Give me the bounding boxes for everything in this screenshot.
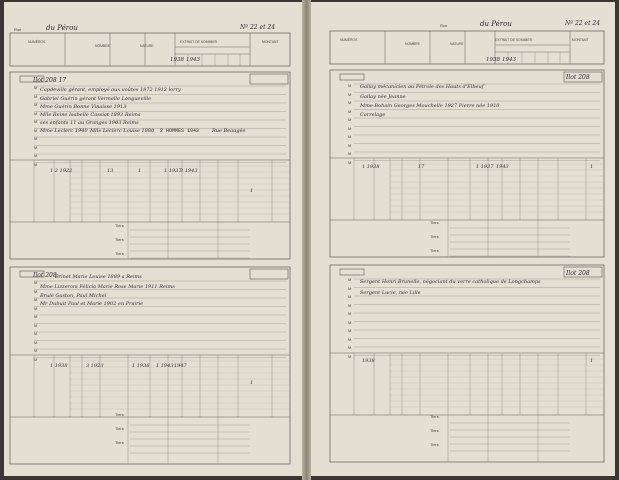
left-r1-entry-9: Rue Beaugée [212,128,246,134]
left-street-label: Rue [14,27,22,32]
line-letter: M [348,345,352,350]
right-r2-footer-2: Tiers [430,428,439,433]
line-letter: M [348,91,352,97]
left-col-header-4: EXTRAIT DE SOMMIER [180,40,218,44]
line-letter: M [348,142,352,148]
right-number-label: Nº 22 et 24 [565,20,601,27]
line-letter: M [34,85,38,90]
left-col-header-3: NATURE [140,44,154,48]
left-r2-footer-2: Tiers [115,426,124,431]
right-r2-footer-1: Tiers [430,414,439,419]
line-letter: M [34,305,38,311]
frame-rect [250,269,288,279]
line-letter: M [348,83,352,88]
line-letter: M [348,108,352,114]
left-r2-footer-3: Tiers [115,440,124,445]
left-number-label: Nº 22 et 24 [240,24,276,31]
right-r1-grid-1: 1 1938 [362,164,380,170]
left-r2-footer-1: Tiers [115,412,124,417]
line-letter: M [34,331,38,336]
line-letter: M [34,127,38,133]
left-r2-grid-1: 1 1938 [50,363,68,369]
line-letter: M [34,288,38,294]
right-r2-grid-2: 1 [590,358,594,364]
right-col-header-1: NUMÉROS [340,38,358,42]
line-letter: M [348,100,352,105]
line-letter: M [348,125,352,131]
frame-rect [340,269,364,275]
line-letter: M [34,297,38,302]
line-letter: M [348,117,352,122]
left-r2-grid-6: 1 [250,380,254,386]
line-letter: M [348,159,352,165]
right-r2-grid-1: 1938 [362,358,375,364]
line-letter: M [34,144,38,150]
line-letter: M [348,151,352,156]
line-letter: M [34,102,38,107]
right-col-header-3: NATURE [450,42,464,46]
line-letter: M [34,339,38,345]
right-r1-footer-2: Tiers [430,234,439,239]
left-r1-entry-5: ses enfants 11 au Granges 1903 Reims [40,120,139,126]
line-letter: M [348,353,352,359]
left-r2-grid-2: 3 1923 [86,363,104,369]
line-letter: M [348,319,352,325]
right-record-2-label: Ilot 208 [566,270,590,277]
right-record-1-label: Ilot 208 [566,74,590,81]
line-letter: M [348,294,352,299]
line-letter: M [348,328,352,333]
left-r1-entry-7: Mlle Leclerc Louise 1880 [90,128,155,134]
left-r1-entry-4: Mlle Reine Isabelle Cassiat 1893 Reims [40,112,141,118]
left-r1-entry-1: Capdeville gérant, employé aux voûtes 1872 1912 lorry [40,87,181,93]
line-letter: M [348,302,352,308]
right-col-header-5: MONTANT [572,38,589,42]
frame-rect [10,33,290,66]
right-street-label: Rue [440,23,448,28]
left-r1-entry-6: Mme Leclerc 1940 [40,128,88,134]
right-r2-footer-3: Tiers [430,442,439,447]
right-r1-entry-4: Carrelage [360,112,386,118]
left-r2-grid-5: 1947 [174,363,187,369]
left-year-box-2: 1943 [186,57,200,63]
left-r1-footer-3: Tiers [115,251,124,256]
left-record-2-label: Ilot 208 [33,272,57,279]
left-r1-grid-6: 1 [250,188,254,194]
right-r1-grid-3: 1 1937 [476,164,494,170]
right-r2-entry-1: Sergent Henri Brunelle, négociant du verre catholique de Longchamps [360,279,541,285]
right-r1-grid-2: 17 [418,164,425,170]
line-letter: M [348,285,352,291]
line-letter: M [34,322,38,328]
line-letter: M [34,314,38,319]
right-year-box-1: 1938 [486,57,500,63]
right-r1-entry-3: Mme Bohain Georges Mouchelle 1927 Pierre née 1910 [360,103,500,109]
frame-rect [340,74,364,80]
line-letter: M [34,356,38,362]
left-r1-grid-3: 1 [138,168,142,174]
line-letter: M [34,119,38,124]
left-r1-footer-2: Tiers [115,237,124,242]
line-letter: M [34,136,38,141]
left-col-header-2: NOMBRE [95,44,110,48]
right-r2-entry-2: Sergent Lucie, née Lille [360,290,421,296]
left-r1-footer-1: Tiers [115,223,124,228]
right-col-header-2: NOMBRE [405,42,420,46]
line-letter: M [34,153,38,158]
right-r1-footer-3: Tiers [430,248,439,253]
line-letter: M [34,93,38,99]
line-letter: M [348,277,352,282]
frame-rect [330,31,604,64]
left-r2-entry-1: Brinet Marie Louise 1889 a Reims [55,274,142,280]
left-r1-grid-2: 13 [107,168,114,174]
line-letter: M [348,336,352,342]
left-r2-entry-2: Mme Lizzeroni Félicia Marie Rose Marie 1911 Reims [40,284,175,290]
right-r1-entry-1: Gallay mécanicien au Pétrole des Hauts d'Elbeuf [360,84,484,90]
left-street-name: du Pérou [46,24,78,32]
right-street-name: du Pérou [480,20,512,28]
left-r1-entry-8: 2 HOMMES 1943 [160,128,200,134]
right-r1-footer-1: Tiers [430,220,439,225]
left-r1-grid-4: 1 1937 [164,168,182,174]
right-r1-entry-2: Gallay née Jeanne [360,94,406,100]
left-r1-grid-1: 1 2 1922 [50,168,73,174]
left-r1-entry-3: Mme Guérin Bonne Vinaisse 1913 [40,104,127,110]
line-letter: M [34,348,38,353]
line-letter: M [34,161,38,167]
left-r2-entry-3: Brulé Gaston, Paul Michel [40,293,107,299]
left-r2-grid-4: 1 1943 [156,363,174,369]
left-record-1-label: Ilot 208 17 [33,77,67,84]
line-letter: M [34,280,38,285]
right-r1-grid-5: 1 [590,164,594,170]
line-letter: M [348,311,352,316]
right-r1-grid-4: 1943 [496,164,509,170]
line-letter: M [348,134,352,139]
left-col-header-5: MONTANT [262,40,279,44]
line-letter: M [34,110,38,116]
left-r1-entry-2: Gabriel Guérin gérant Vermelle Longueville [40,96,152,102]
frame-rect [250,74,288,84]
right-year-box-2: 1943 [502,57,516,63]
left-r1-grid-5: 3 1943 [180,168,198,174]
left-r2-entry-4: Mr Dubuit Paul et Marie 1902 en Prairie [40,301,144,307]
left-year-box-1: 1938 [170,57,184,63]
left-r2-grid-3: 1 1936 [132,363,150,369]
right-col-header-4: EXTRAIT DE SOMMIER [495,38,533,42]
left-col-header-1: NUMÉROS [28,40,46,44]
